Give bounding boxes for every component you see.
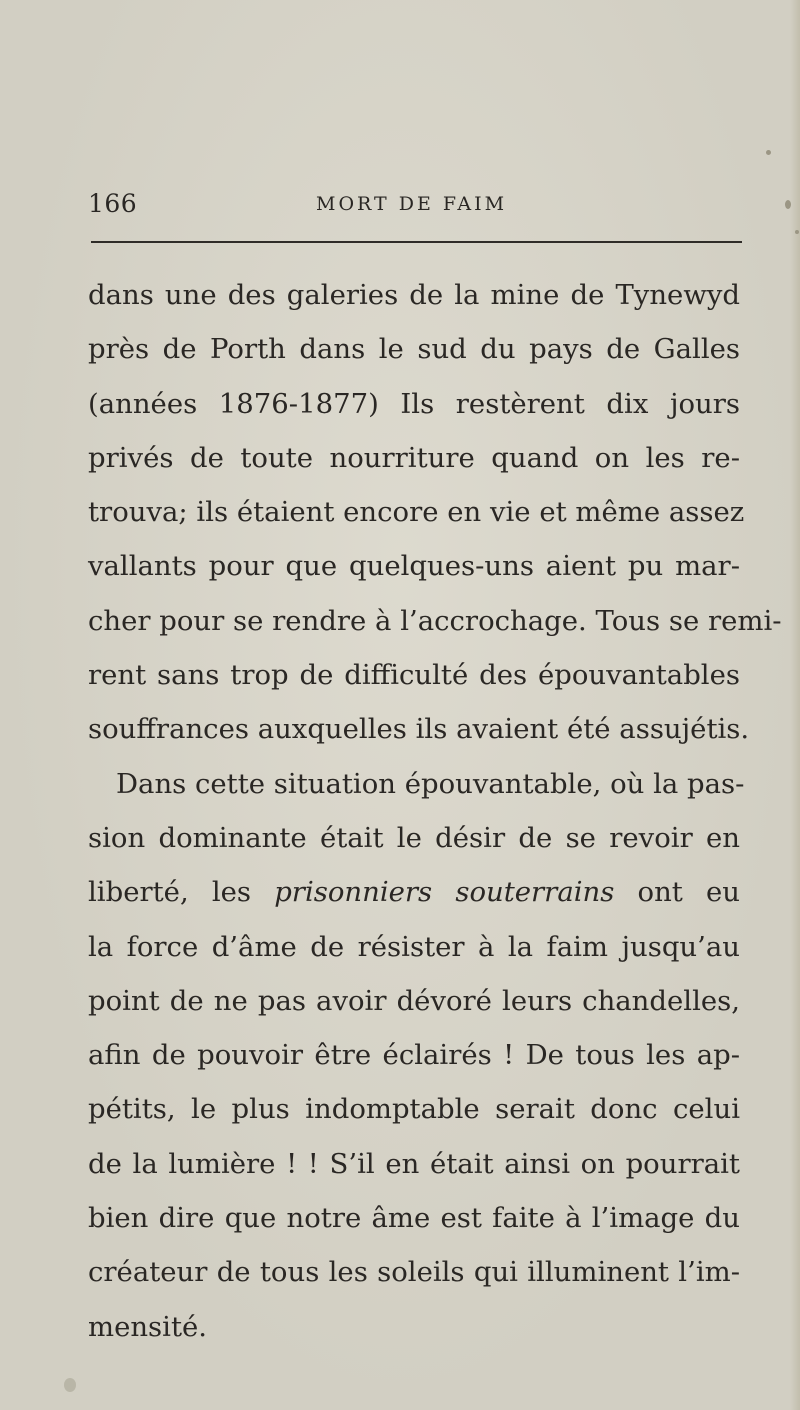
text-line: créateur de tous les soleils qui illuminent l’im- bbox=[88, 1256, 740, 1289]
text-line: point de ne pas avoir dévoré leurs chandelles, bbox=[88, 984, 740, 1017]
text-line: bien dire que notre âme est faite à l’image du bbox=[88, 1202, 740, 1235]
text-line: près de Porth dans le sud du pays de Galles bbox=[88, 333, 740, 366]
text-line: rent sans trop de difficulté des épouvantables bbox=[88, 659, 740, 692]
italic-phrase: prisonniers souterrains bbox=[274, 876, 615, 909]
text-line: Dans cette situation épouvantable, où la pas- bbox=[116, 767, 745, 800]
text-segment: liberté, les bbox=[88, 876, 275, 909]
text-line: dans une des galeries de la mine de Tynewyd bbox=[88, 279, 740, 311]
ink-speck bbox=[64, 1378, 76, 1392]
text-line: pétits, le plus indomptable serait donc celui bbox=[88, 1093, 740, 1126]
running-title: MORT DE FAIM bbox=[316, 193, 508, 215]
page-number: 166 bbox=[88, 189, 138, 218]
text-line: afin de pouvoir être éclairés ! De tous les ap- bbox=[88, 1039, 740, 1072]
text-line: cher pour se rendre à l’accrochage. Tous se remi- bbox=[88, 604, 782, 637]
ink-speck bbox=[785, 200, 791, 209]
text-line: trouva; ils étaient encore en vie et même assez bbox=[88, 496, 745, 529]
text-line: (années 1876-1877) Ils restèrent dix jours bbox=[88, 387, 740, 420]
text-line: sion dominante était le désir de se revoir en bbox=[88, 821, 740, 854]
text-line-with-italic bbox=[88, 865, 740, 919]
text-line: souffrances auxquelles ils avaient été assujétis. bbox=[88, 713, 750, 746]
page-edge-shadow bbox=[790, 0, 800, 1410]
header-rule bbox=[91, 241, 742, 243]
text-line: mensité. bbox=[88, 1310, 208, 1343]
running-head bbox=[88, 183, 742, 223]
text-line: vallants pour que quelques-uns aient pu mar- bbox=[88, 550, 740, 583]
text-line: la force d’âme de résister à la faim jusqu’au bbox=[88, 930, 740, 963]
text-line: de la lumière ! ! S’il en était ainsi on pourrait bbox=[88, 1147, 740, 1180]
ink-speck bbox=[766, 150, 771, 155]
ink-speck bbox=[795, 230, 799, 234]
text-segment: ont eu bbox=[614, 876, 740, 909]
text-line: privés de toute nourriture quand on les re- bbox=[88, 441, 740, 474]
body-text bbox=[88, 268, 782, 1354]
